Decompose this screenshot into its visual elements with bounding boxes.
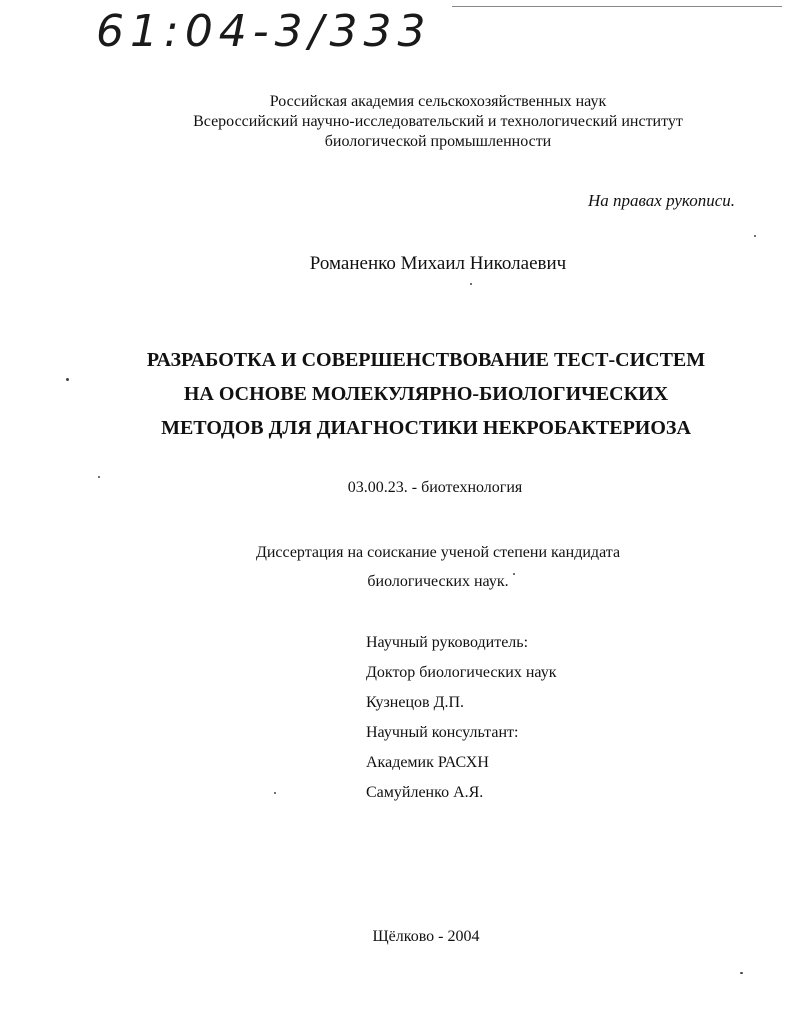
supervisor-line: Академик РАСХН [366,754,489,771]
scan-speck [740,972,743,974]
scan-speck [98,476,100,478]
handwritten-archive-stamp [92,2,452,58]
organization-line: Всероссийский научно-исследовательский и технологический институт [193,113,683,130]
supervisor-line: Научный руководитель: [366,634,529,651]
archive-stamp-text: 61:04-3/333 [96,6,432,57]
supervisor-line: Доктор биологических наук [366,664,557,681]
scan-speck [470,283,472,285]
city-year: Щёлково - 2004 [372,928,480,945]
specialty-code: 03.00.23. - биотехнология [347,479,523,496]
top-scan-line [452,6,782,7]
supervisor-line: Кузнецов Д.П. [366,694,465,711]
organization-line: биологической промышленности [324,133,552,150]
title-line: РАЗРАБОТКА И СОВЕРШЕНСТВОВАНИЕ ТЕСТ-СИСТЕМ [146,349,706,371]
degree-line: Диссертация на соискание ученой степени кандидата [255,544,621,561]
scan-speck [274,792,276,794]
title-line: МЕТОДОВ ДЛЯ ДИАГНОСТИКИ НЕКРОБАКТЕРИОЗА [161,417,691,439]
manuscript-note: На правах рукописи. [587,191,735,210]
scan-speck [513,573,515,575]
organization-line: Российская академия сельскохозяйственных наук [269,93,607,110]
supervisors-block [366,628,556,808]
title-line: НА ОСНОВЕ МОЛЕКУЛЯРНО-БИОЛОГИЧЕСКИХ [183,383,669,405]
scan-speck [754,235,756,237]
degree-line: биологических наук. [367,573,509,590]
scan-speck [66,378,69,381]
supervisor-line: Самуйленко А.Я. [366,784,484,801]
supervisor-line: Научный консультант: [366,724,519,741]
author-name: Романенко Михаил Николаевич [309,253,567,274]
organization-block [0,92,799,152]
dissertation-title [0,343,799,445]
degree-statement [0,538,799,596]
